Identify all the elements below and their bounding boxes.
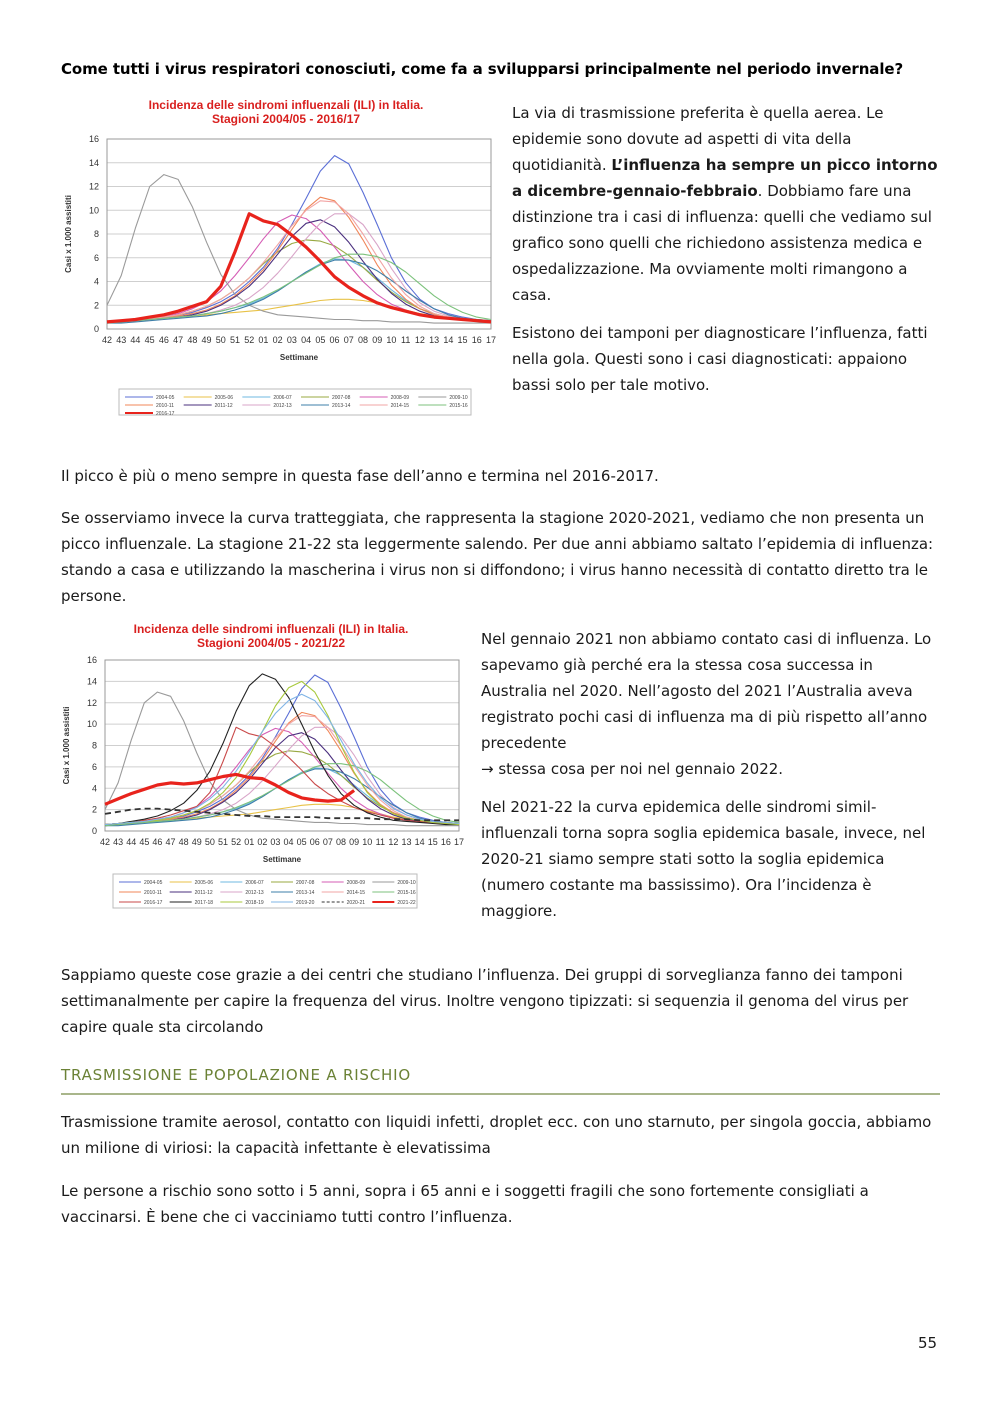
legend-label: 2004-05: [156, 395, 175, 401]
legend-label: 2005-06: [214, 395, 234, 401]
paragraph-picco: Il picco è più o meno sempre in questa fase dell’anno e termina nel 2016-2017.: [61, 467, 659, 485]
side1-text-b: . Dobbiamo fare una distinzione tra i casi di influenza: quelli che vediamo sul grafico sono quelli che richiedono assistenza medica e ospedalizzazione. Ma ovviamente molti rimangono a casa.: [512, 182, 932, 304]
x-tick-label: 50: [204, 837, 215, 847]
x-tick-label: 02: [272, 335, 283, 345]
series-line-2010-11: [107, 197, 491, 322]
x-tick-label: 11: [400, 335, 411, 345]
x-tick-label: 13: [401, 837, 412, 847]
x-tick-label: 08: [357, 335, 369, 345]
chart-figure-1: [61, 92, 496, 422]
x-tick-label: 15: [427, 837, 438, 847]
y-tick-label: 0: [91, 826, 97, 836]
x-tick-label: 11: [375, 837, 386, 847]
x-tick-label: 47: [173, 335, 184, 345]
y-tick-label: 8: [93, 229, 99, 239]
x-tick-label: 42: [99, 837, 111, 847]
chart-subtitle: Stagioni 2004/05 - 2016/17: [211, 112, 361, 126]
legend-label: 2004-05: [144, 880, 163, 886]
legend-label: 2009-10: [397, 880, 416, 886]
arrow-icon: →: [481, 760, 494, 778]
x-tick-label: 06: [309, 837, 320, 847]
x-tick-label: 08: [335, 837, 347, 847]
paragraph-centri: Sappiamo queste cose grazie a dei centri che studiano l’influenza. Dei gruppi di sorveglianza fanno dei tamponi settimanalmente per capire la frequenza del virus. Inoltre vengono tipizzati: si sequenzia il genoma del virus per capire quale sta circolando: [61, 966, 909, 1036]
paragraph-curva: Se osserviamo invece la curva tratteggiata, che rappresenta la stagione 2020-2021, vediamo che non presenta un picco influenzale. La stagione 21-22 sta leggermente salendo. Per due anni abbiamo saltato l’epidemia di influenza: stando a casa e utilizzando la mascherina i virus non si diffondono; i virus hanno necessità di contatto diretto tra le persone.: [61, 509, 934, 605]
chart-figure-2: [61, 618, 469, 913]
series-line-2011-12: [107, 220, 491, 323]
x-tick-label: 42: [101, 335, 113, 345]
x-axis-label: Settimane: [262, 855, 302, 864]
series-line-2019-20: [105, 694, 459, 824]
section-title: TRASMISSIONE E POPOLAZIONE A RISCHIO: [61, 1066, 411, 1084]
x-tick-label: 44: [130, 335, 141, 345]
y-axis-label: Casi x 1.000 assistiti: [64, 195, 73, 273]
x-tick-label: 43: [116, 335, 127, 345]
x-tick-label: 16: [471, 335, 482, 345]
legend-label: 2012-13: [245, 890, 264, 896]
y-tick-label: 12: [86, 697, 97, 708]
legend-label: 2014-15: [390, 403, 410, 409]
legend-label: 2017-18: [194, 900, 214, 906]
side-text-1: [512, 100, 942, 398]
x-tick-label: 48: [187, 335, 198, 345]
x-tick-label: 12: [388, 837, 399, 847]
y-tick-label: 10: [88, 205, 99, 216]
x-tick-label: 16: [440, 837, 451, 847]
x-tick-label: 50: [215, 335, 226, 345]
side1-bold-text: L’influenza ha sempre un picco intorno a dicembre-gennaio-febbraio: [512, 156, 938, 200]
y-tick-label: 4: [91, 783, 97, 794]
legend-label: 2010-11: [144, 890, 162, 896]
y-tick-label: 4: [93, 276, 99, 287]
legend-label: 2015-16: [449, 403, 468, 409]
y-tick-label: 16: [88, 134, 99, 144]
legend-label: 2008-09: [346, 880, 366, 886]
x-tick-label: 09: [349, 837, 360, 847]
question-heading: Come tutti i virus respiratori conosciuti, come fa a svilupparsi principalmente nel periodo invernale?: [61, 60, 904, 78]
x-tick-label: 05: [296, 837, 307, 847]
x-tick-label: 04: [283, 837, 294, 847]
legend-label: 2007-08: [296, 880, 315, 886]
legend-label: 2013-14: [332, 403, 351, 409]
y-axis-label: Casi x 1.000 assistiti: [62, 706, 71, 785]
page-number: 55: [918, 1334, 938, 1352]
legend-label: 2008-09: [390, 395, 410, 401]
legend-label: 2016-17: [156, 411, 175, 417]
legend-label: 2015-16: [397, 890, 416, 896]
series-line-2009-10: [105, 692, 459, 826]
side2-text-tail: stessa cosa per noi nel gennaio 2022.: [493, 760, 784, 778]
x-tick-label: 46: [152, 837, 163, 847]
chart-subtitle: Stagioni 2004/05 - 2021/22: [196, 636, 346, 650]
x-tick-label: 52: [231, 837, 242, 847]
side-text-1-paragraph-2: Esistono dei tamponi per diagnosticare l’influenza, fatti nella gola. Questi sono i casi diagnosticati: appaiono bassi solo per tale motivo.: [512, 324, 928, 394]
x-tick-label: 10: [386, 335, 397, 345]
x-tick-label: 01: [244, 837, 255, 847]
x-tick-label: 14: [443, 335, 454, 345]
x-tick-label: 06: [329, 335, 340, 345]
legend-label: 2012-13: [273, 403, 292, 409]
x-tick-label: 04: [301, 335, 312, 345]
y-tick-label: 10: [86, 719, 97, 730]
x-tick-label: 49: [201, 335, 212, 345]
x-tick-label: 47: [165, 837, 176, 847]
x-tick-label: 45: [144, 335, 155, 345]
x-tick-label: 07: [343, 335, 354, 345]
x-tick-label: 15: [457, 335, 468, 345]
legend-label: 2019-20: [296, 900, 315, 906]
y-tick-label: 12: [88, 181, 99, 192]
chart-2-svg: [61, 618, 469, 913]
series-line-2008-09: [105, 728, 459, 824]
x-tick-label: 17: [453, 837, 465, 847]
series-line-2007-08: [107, 240, 491, 322]
x-tick-label: 10: [362, 837, 373, 847]
side-text-1-paragraph-1: [512, 100, 942, 308]
side1-text-a: La via di trasmissione preferita è quella aerea. Le epidemie sono dovute ad aspetti di vita della quotidianità.: [512, 104, 884, 174]
paragraph-rischio: Le persone a rischio sono sotto i 5 anni, sopra i 65 anni e i soggetti fragili che sono fortemente consigliati a vaccinarsi. È bene che ci vacciniamo tutti contro l’influenza.: [61, 1182, 869, 1226]
legend-label: 2006-07: [245, 880, 264, 886]
x-tick-label: 09: [372, 335, 383, 345]
x-axis-label: Settimane: [279, 353, 319, 362]
y-tick-label: 2: [93, 300, 99, 311]
legend-label: 2007-08: [332, 395, 351, 401]
x-tick-label: 17: [485, 335, 496, 345]
legend-label: 2009-10: [449, 395, 468, 401]
chart-title: Incidenza delle sindromi influenzali (ILI) in Italia.: [148, 98, 424, 112]
series-line-2004-05: [107, 156, 491, 322]
x-tick-label: 02: [257, 837, 268, 847]
chart-title: Incidenza delle sindromi influenzali (ILI) in Italia.: [133, 622, 409, 636]
y-tick-label: 16: [86, 655, 97, 665]
x-tick-label: 12: [414, 335, 425, 345]
chart-1-svg: [61, 92, 496, 422]
legend-label: 2011-12: [194, 890, 213, 896]
legend-label: 2014-15: [346, 890, 366, 896]
x-tick-label: 49: [191, 837, 202, 847]
x-tick-label: 07: [322, 837, 333, 847]
legend-label: 2011-12: [214, 403, 233, 409]
side-text-2: [481, 626, 939, 924]
x-tick-label: 45: [139, 837, 150, 847]
y-tick-label: 14: [88, 157, 99, 168]
section-divider: [61, 1093, 940, 1095]
side-text-2-paragraph-2: Nel 2021-22 la curva epidemica delle sindromi simil-influenzali torna sopra soglia epidemica basale, invece, nel 2020-21 siamo sempre stati sotto la soglia epidemica (numero costante ma bassissimo). Ora l’incidenza è maggiore.: [481, 798, 926, 920]
y-tick-label: 14: [86, 676, 97, 687]
x-tick-label: 43: [113, 837, 124, 847]
legend-label: 2020-21: [346, 900, 366, 906]
x-tick-label: 14: [414, 837, 425, 847]
paragraph-trasmissione: Trasmissione tramite aerosol, contatto con liquidi infetti, droplet ecc. con uno starnuto, per singola goccia, abbiamo un milione di viriosi: la capacità infettante è elevatissima: [61, 1113, 932, 1157]
x-tick-label: 13: [429, 335, 440, 345]
x-tick-label: 48: [178, 837, 189, 847]
x-tick-label: 51: [229, 335, 241, 345]
x-tick-label: 52: [244, 335, 255, 345]
side-text-2-paragraph-1: [481, 626, 939, 782]
x-tick-label: 05: [315, 335, 326, 345]
legend-label: 2018-19: [245, 900, 264, 906]
legend-label: 2006-07: [273, 395, 292, 401]
series-line-2009-10: [107, 175, 491, 324]
y-tick-label: 8: [91, 740, 97, 751]
side2-text-a: Nel gennaio 2021 non abbiamo contato casi di influenza. Lo sapevamo già perché era la stessa cosa successa in Australia nel 2020. Nell’agosto del 2021 l’Australia aveva registrato pochi casi di influenza ma di più rispetto all’anno precedente: [481, 630, 932, 752]
legend-label: 2016-17: [144, 900, 163, 906]
y-tick-label: 6: [91, 761, 97, 772]
y-tick-label: 2: [91, 804, 97, 815]
legend-label: 2010-11: [156, 403, 174, 409]
series-line-2008-09: [107, 215, 491, 322]
legend-label: 2021-22: [397, 900, 416, 906]
x-tick-label: 46: [158, 335, 169, 345]
x-tick-label: 03: [286, 335, 297, 345]
legend-label: 2005-06: [194, 880, 214, 886]
x-tick-label: 51: [217, 837, 229, 847]
legend-label: 2013-14: [296, 890, 315, 896]
y-tick-label: 0: [93, 324, 99, 334]
x-tick-label: 44: [126, 837, 137, 847]
x-tick-label: 03: [270, 837, 281, 847]
x-tick-label: 01: [258, 335, 269, 345]
y-tick-label: 6: [93, 252, 99, 263]
